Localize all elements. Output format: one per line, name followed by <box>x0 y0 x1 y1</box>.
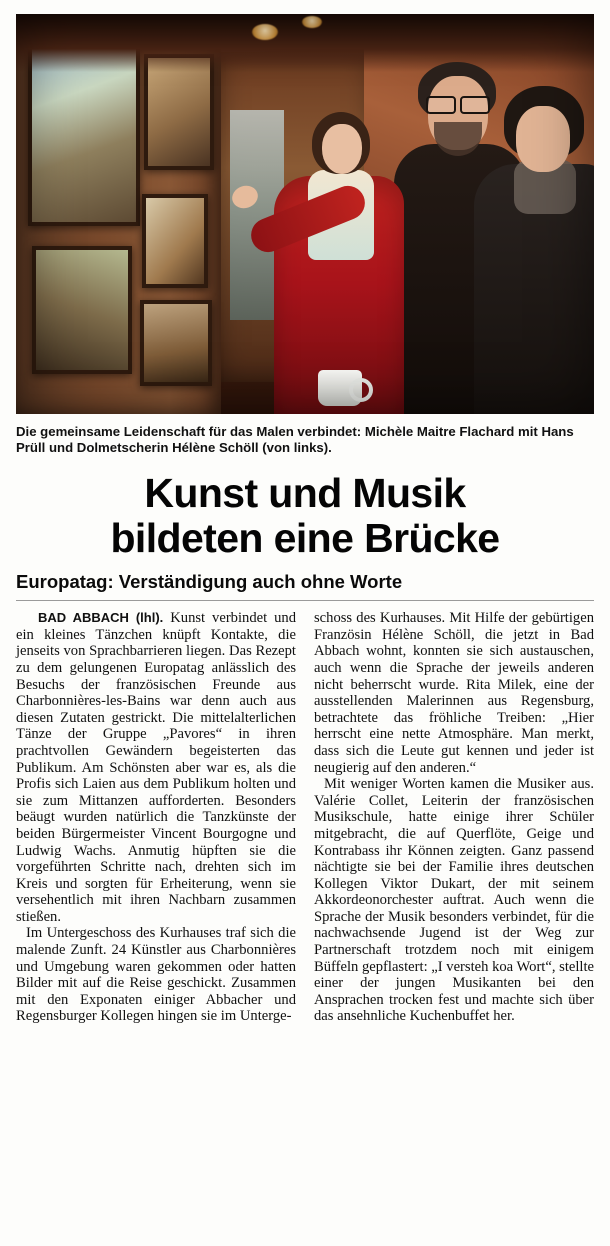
article-photo <box>16 14 594 414</box>
glasses-icon <box>426 96 490 110</box>
article-column-right <box>314 610 594 1025</box>
article-column-left <box>16 610 296 1025</box>
painting-frame-4 <box>142 194 208 288</box>
article-body <box>16 610 594 1025</box>
headline-line-1: Kunst und Musik <box>144 470 466 517</box>
photo-caption: Die gemeinsame Leidenschaft für das Malen verbindet: Michèle Maitre Flachard mit Hans Prüll und Dolmetscherin Hélène Schöll (von links). <box>16 424 574 455</box>
paragraph-left-1-text: Kunst verbindet und ein kleines Tänzchen knüpft Kontakte, die jenseits von Sprachbarrieren liegen. Das Rezept zu dem gelungenen Europatag anlässlich des Besuchs der französischen Freunde aus Charbonnières-les-Bains war denn auch aus diesen Zutaten gestrickt. Die mittelalterlichen Tänze der Gruppe „Pavores“ in ihren prachtvollen Gewändern begeisterten das Publikum. Am Schönsten aber war es, als die Profis sich Laien aus dem Publikum holten und sie zum Mittanzen aufforderten. Besonders beäugt wurden natürlich die Tanzkünste der beiden Bürgermeister Vincent Bourgogne und Ludwig Wachs. Anmutig hüpften sie die vorgeführten Schritte nach, drehten sich im Kreis und sorgten für Erheiterung, wenn sie versehentlich mit ihren Nachbarn zusammen stießen. <box>16 610 297 925</box>
person-helene-schoell-face <box>516 106 570 172</box>
person-michele-flachard-face <box>322 124 362 174</box>
painting-frame-3 <box>32 246 132 374</box>
dateline: BAD ABBACH (lhl). <box>38 610 164 626</box>
paragraph-right-2: Mit weniger Worten kamen die Musiker aus. Valérie Collet, Leiterin der französischen Musikschule, hatte einige ihrer Schüler mitgebracht, die auf Querflöte, Geige und Kontrabass ihr Können zeigten. Ganz passend nächtigte sie bei der Familie ihres deutschen Kollegen Viktor Dukart, der mit seinem Akkordeonorchester auftrat. Auch wenn die Sprache der Musik besonders verbindet, für die nachwachsende Jugend ist der Weg zur Partnerschaft trotzdem noch mit einigem Büffeln gepflastert: „I versteh koa Wort“, stellte einer der jungen Musikanten bei den Ansprachen trocken fest und machte sich über das ansehnliche Kuchenbuffet her. <box>314 776 594 1025</box>
paragraph-left-2: Im Untergeschoss des Kurhauses traf sich die malende Zunft. 24 Künstler aus Charbonnières und Umgebung waren gekommen oder hatten Bilder mit auf die Reise geschickt. Zusammen mit den Exponaten einiger Abbacher und Regensburger Kollegen hingen sie im Unterge- <box>16 925 296 1025</box>
ceiling-lamp-2 <box>302 16 322 28</box>
paragraph-right-1: schoss des Kurhauses. Mit Hilfe der gebürtigen Französin Hélène Schöll, die jetzt in Bad Abbach wohnt, konnten sie sich austauschen, auch wenn die Sprache der jeweils anderen nicht beherrscht wurde. Rita Milek, eine der ausstellenden Malerinnen aus Regensburg, betrachtete das fröhliche Treiben: „Hier herrscht eine nette Atmosphäre. Man merkt, dass sich die Leute gut kennen und jeder ist neugierig auf den anderen.“ <box>314 610 594 776</box>
ceiling-lamp-1 <box>252 24 278 40</box>
photo-left-wall <box>16 14 221 414</box>
paragraph-left-1 <box>16 610 296 925</box>
divider-rule <box>16 600 594 601</box>
article-headline <box>16 471 594 561</box>
article-subhead: Europatag: Verständigung auch ohne Worte <box>16 571 403 593</box>
painting-frame-5 <box>140 300 212 386</box>
coffee-mug <box>318 370 362 406</box>
headline-line-2: bildeten eine Brücke <box>110 515 500 562</box>
